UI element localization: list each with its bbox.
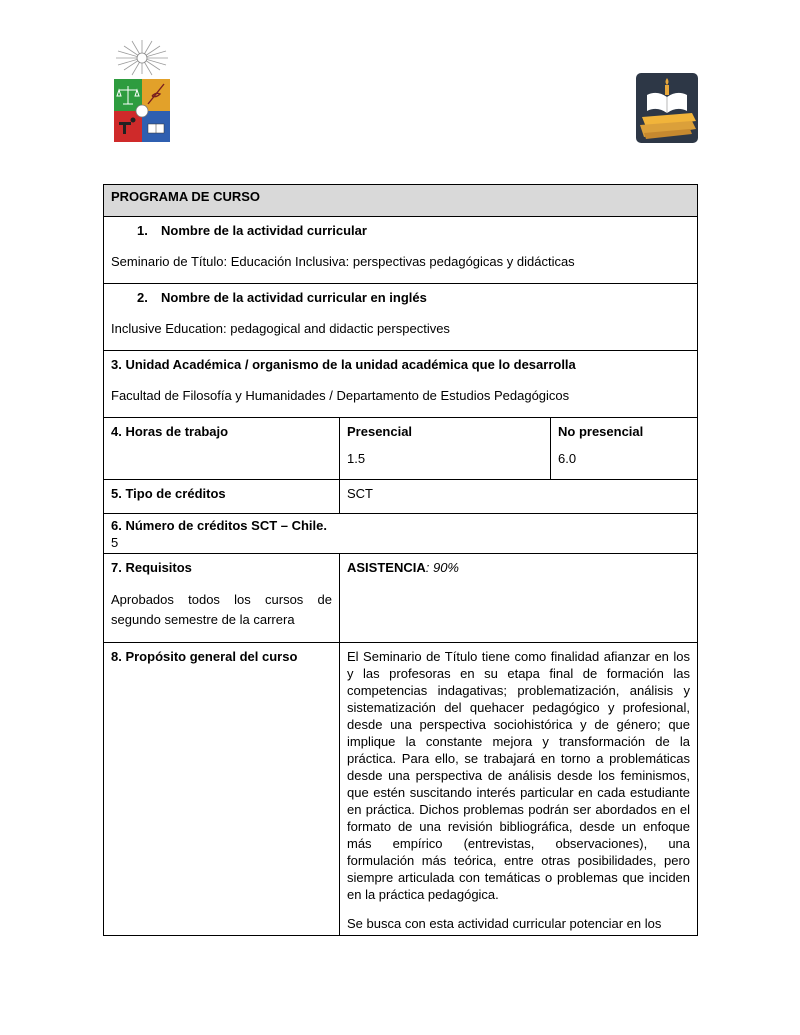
section-6-label: 6. Número de créditos SCT – Chile. bbox=[111, 518, 327, 533]
program-title: PROGRAMA DE CURSO bbox=[104, 185, 698, 217]
section-1-heading bbox=[111, 222, 690, 239]
section-3-label: 3. Unidad Académica / organismo de la unidad académica que lo desarrolla bbox=[111, 357, 576, 372]
section-4-row bbox=[104, 418, 698, 480]
no-presencial-value: 6.0 bbox=[558, 451, 577, 466]
section-7-label: 7. Requisitos bbox=[111, 560, 192, 575]
course-name-english-value: Inclusive Education: pedagogical and didactic perspectives bbox=[111, 321, 450, 336]
section-3-row bbox=[104, 351, 698, 418]
course-name-value: Seminario de Título: Educación Inclusiva: perspectivas pedagógicas y didácticas bbox=[111, 254, 575, 269]
section-4-label: 4. Horas de trabajo bbox=[111, 424, 229, 439]
section-6-row bbox=[104, 514, 698, 554]
academic-unit-value: Facultad de Filosofía y Humanidades / Departamento de Estudios Pedagógicos bbox=[111, 388, 570, 403]
course-program-table bbox=[103, 184, 698, 936]
sct-credits-value: 5 bbox=[111, 535, 119, 550]
no-presencial-label: No presencial bbox=[558, 424, 644, 439]
section-5-label: 5. Tipo de créditos bbox=[111, 486, 226, 501]
program-header-row bbox=[104, 185, 698, 217]
section-5-row bbox=[104, 480, 698, 514]
purpose-paragraph-1: El Seminario de Título tiene como finalidad afianzar en los y las profesoras en su etapa final de formación las competencias indagativas; problematización, análisis y sistematización del quehacer pedagógico y profesional, desde una perspectiva sociohistórica y de género; que implique la constante mejora y transformación de la práctica. Para ello, se trabajará en torno a problemáticas desde una perspectiva de análisis desde los feminismos, que estén suscitando interés particular en cada estudiante en práctica. Dichos problemas podrán ser abordados en el formato de una revisión bibliográfica, desde un enfoque más empírico (entrevistas, observaciones), una formulación más teórica, entre otras posibilidades, pero siempre articulada con temáticas o problemas que inciden en la práctica pedagógica. bbox=[347, 649, 691, 902]
purpose-paragraph-2: Se busca con esta actividad curricular potenciar en los bbox=[347, 916, 662, 931]
presencial-label: Presencial bbox=[347, 424, 413, 439]
section-8-label: 8. Propósito general del curso bbox=[111, 649, 298, 664]
requirements-value: Aprobados todos los cursos de segundo semestre de la carrera bbox=[111, 592, 332, 627]
asistencia-label: ASISTENCIA bbox=[347, 560, 426, 575]
section-7-row bbox=[104, 554, 698, 643]
section-1-number: 1. bbox=[137, 223, 148, 238]
section-2-label: Nombre de la actividad curricular en inglés bbox=[161, 290, 427, 305]
section-2-number: 2. bbox=[137, 290, 148, 305]
section-1-row bbox=[104, 217, 698, 284]
section-2-heading bbox=[111, 289, 690, 306]
asistencia-value: : 90% bbox=[425, 560, 459, 575]
section-1-label: Nombre de la actividad curricular bbox=[161, 223, 367, 238]
section-2-row bbox=[104, 284, 698, 351]
presencial-value: 1.5 bbox=[347, 451, 366, 466]
university-crest-logo bbox=[108, 38, 176, 144]
section-8-row bbox=[104, 643, 698, 936]
credit-type-value: SCT bbox=[347, 486, 373, 501]
faculty-book-logo bbox=[636, 73, 698, 143]
